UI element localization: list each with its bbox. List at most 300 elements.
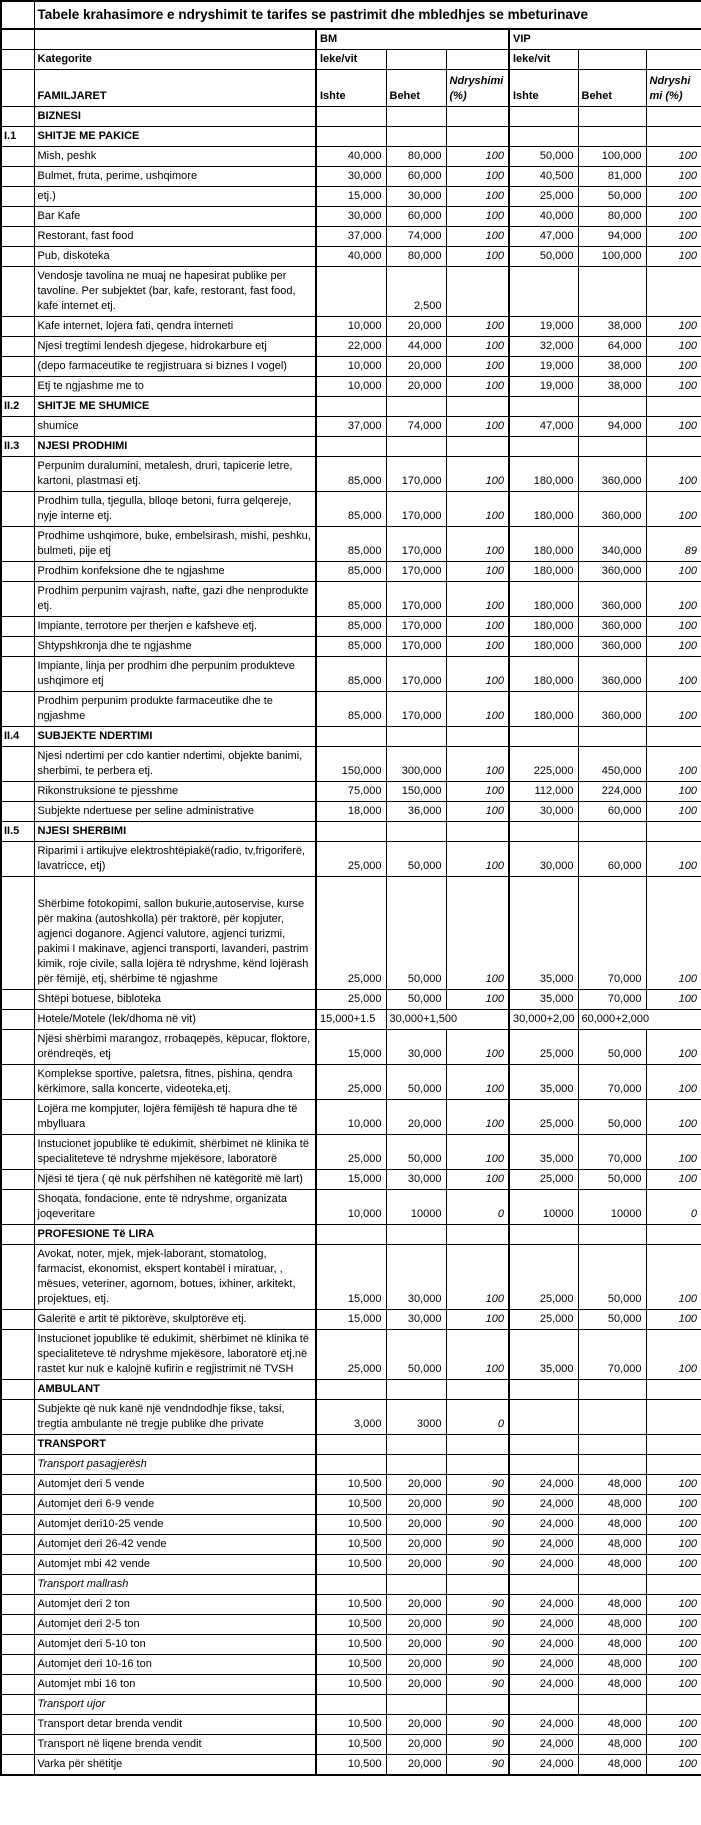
vip-ndryshimi-cell: 100 — [646, 1310, 701, 1330]
bm-behet-cell — [386, 127, 446, 147]
vip-behet-cell: 50,000 — [578, 1245, 646, 1310]
row-number-cell — [1, 1065, 34, 1100]
row-number-cell — [1, 692, 34, 727]
bm-ndryshimi-cell: 100 — [446, 990, 509, 1010]
bm-behet-cell — [386, 1455, 446, 1475]
bm-ishte-cell: 85,000 — [316, 562, 386, 582]
vip-ndryshimi-cell: 100 — [646, 492, 701, 527]
table-row — [1, 357, 701, 377]
vip-ndryshimi-cell: 100 — [646, 207, 701, 227]
vip-behet-cell: 70,000 — [578, 990, 646, 1010]
row-number-cell — [1, 1595, 34, 1615]
row-number-cell — [1, 1575, 34, 1595]
vip-behet-cell: 100,000 — [578, 147, 646, 167]
empty-cell — [578, 50, 646, 70]
bm-ndryshimi-cell: 90 — [446, 1555, 509, 1575]
table-row — [1, 1555, 701, 1575]
vip-ishte-cell: 180,000 — [509, 527, 578, 562]
bm-behet-cell: 20,000 — [386, 357, 446, 377]
vip-ndryshimi-cell: 100 — [646, 247, 701, 267]
table-row — [1, 127, 701, 147]
table-row — [1, 1515, 701, 1535]
row-number-cell — [1, 1225, 34, 1245]
bm-ndryshimi-cell: 100 — [446, 377, 509, 397]
bm-ishte-cell: 10,500 — [316, 1515, 386, 1535]
row-number-cell — [1, 227, 34, 247]
bm-ndryshimi-cell: 100 — [446, 1330, 509, 1380]
bm-behet-cell: 170,000 — [386, 637, 446, 657]
vip-ndryshimi-cell — [646, 1225, 701, 1245]
table-row — [1, 1535, 701, 1555]
bm-behet-cell — [386, 437, 446, 457]
category-label-cell: Prodhim konfeksione dhe te ngjashme — [34, 562, 316, 582]
table-row — [1, 1100, 701, 1135]
bm-behet-cell: 44,000 — [386, 337, 446, 357]
vip-ishte-cell: 35,000 — [509, 990, 578, 1010]
category-label-cell: Restorant, fast food — [34, 227, 316, 247]
vip-ndryshimi-cell: 89 — [646, 527, 701, 562]
bm-behet-cell: 20,000 — [386, 1715, 446, 1735]
bm-ndryshimi-cell — [446, 437, 509, 457]
row-number-cell — [1, 457, 34, 492]
bm-ishte-cell: 10,500 — [316, 1655, 386, 1675]
category-label-cell: Prodhim tulla, tjegulla, blloqe betoni, furra gelqereje, nyje interne etj. — [34, 492, 316, 527]
unit-header-row — [1, 50, 701, 70]
table-row — [1, 1675, 701, 1695]
row-number-cell — [1, 1555, 34, 1575]
empty-cell — [1, 50, 34, 70]
header-ndryshimi-vip: Ndryshimi (%) — [646, 70, 701, 107]
bm-behet-cell: 30,000 — [386, 1170, 446, 1190]
vip-ndryshimi-cell: 100 — [646, 167, 701, 187]
bm-ndryshimi-cell: 100 — [446, 167, 509, 187]
category-label-cell: Automjet deri 10-16 ton — [34, 1655, 316, 1675]
category-label-cell: Shoqata, fondacione, ente të ndryshme, organizata joqeveritare — [34, 1190, 316, 1225]
category-label-cell: BIZNESI — [34, 107, 316, 127]
vip-ndryshimi-cell: 100 — [646, 457, 701, 492]
bm-ishte-cell: 25,000 — [316, 1065, 386, 1100]
vip-ndryshimi-cell: 100 — [646, 1675, 701, 1695]
vip-behet-cell: 38,000 — [578, 357, 646, 377]
row-number-cell — [1, 1380, 34, 1400]
table-row — [1, 397, 701, 417]
empty-cell — [1, 70, 34, 107]
row-number-cell — [1, 492, 34, 527]
vip-behet-cell — [578, 1455, 646, 1475]
bm-ndryshimi-cell: 90 — [446, 1675, 509, 1695]
row-number-cell — [1, 417, 34, 437]
vip-ishte-cell — [509, 437, 578, 457]
bm-ishte-cell: 10,000 — [316, 317, 386, 337]
category-label-cell: Njësi shërbimi marangoz, rrobaqepës, këpucar, floktore, orëndreqës, etj — [34, 1030, 316, 1065]
bm-behet-cell: 50,000 — [386, 990, 446, 1010]
bm-behet-cell: 80,000 — [386, 147, 446, 167]
bm-ndryshimi-cell: 100 — [446, 877, 509, 990]
row-number-cell — [1, 1100, 34, 1135]
vip-ndryshimi-cell: 100 — [646, 1595, 701, 1615]
table-row — [1, 317, 701, 337]
bm-ndryshimi-cell: 100 — [446, 1030, 509, 1065]
vip-ndryshimi-cell: 100 — [646, 582, 701, 617]
vip-ishte-cell: 24,000 — [509, 1715, 578, 1735]
vip-behet-cell: 94,000 — [578, 227, 646, 247]
row-number-cell — [1, 802, 34, 822]
bm-ndryshimi-cell: 100 — [446, 527, 509, 562]
bm-behet-cell: 50,000 — [386, 1065, 446, 1100]
row-number-cell — [1, 1010, 34, 1030]
bm-ndryshimi-cell: 100 — [446, 417, 509, 437]
vip-ndryshimi-cell: 100 — [646, 990, 701, 1010]
row-number-cell — [1, 657, 34, 692]
bm-behet-cell — [386, 727, 446, 747]
category-label-cell: Galeritë e artit të piktorëve, skulptorëve etj. — [34, 1310, 316, 1330]
bm-ishte-cell: 15,000 — [316, 1170, 386, 1190]
vip-behet-cell: 360,000 — [578, 617, 646, 637]
vip-ishte-cell: 24,000 — [509, 1635, 578, 1655]
vip-ishte-cell: 24,000 — [509, 1655, 578, 1675]
category-label-cell: Njesi tregtimi lendesh djegese, hidrokarbure etj — [34, 337, 316, 357]
vip-ishte-cell: 25,000 — [509, 1310, 578, 1330]
bm-ishte-cell: 10,500 — [316, 1535, 386, 1555]
bm-ndryshimi-cell: 100 — [446, 147, 509, 167]
vip-ndryshimi-cell: 100 — [646, 1715, 701, 1735]
vip-behet-cell: 50,000 — [578, 1100, 646, 1135]
vip-ndryshimi-cell — [646, 437, 701, 457]
bm-ndryshimi-cell: 100 — [446, 617, 509, 637]
vip-behet-cell — [578, 1400, 646, 1435]
vip-ndryshimi-cell: 100 — [646, 1475, 701, 1495]
bm-ishte-cell: 18,000 — [316, 802, 386, 822]
vip-ndryshimi-cell: 100 — [646, 657, 701, 692]
vip-behet-cell: 360,000 — [578, 657, 646, 692]
vip-ndryshimi-cell: 100 — [646, 877, 701, 990]
bm-behet-cell: 80,000 — [386, 247, 446, 267]
bm-ishte-cell: 10,500 — [316, 1555, 386, 1575]
vip-behet-cell: 70,000 — [578, 877, 646, 990]
vip-behet-cell: 70,000 — [578, 1330, 646, 1380]
vip-ndryshimi-cell: 100 — [646, 1735, 701, 1755]
row-number-cell — [1, 1695, 34, 1715]
bm-ndryshimi-cell: 90 — [446, 1655, 509, 1675]
table-row — [1, 637, 701, 657]
vip-ndryshimi-cell: 100 — [646, 617, 701, 637]
vip-behet-cell: 81,000 — [578, 167, 646, 187]
table-row — [1, 1030, 701, 1065]
row-number-cell — [1, 1245, 34, 1310]
vip-ndryshimi-cell: 100 — [646, 1065, 701, 1100]
bm-behet-cell: 20,000 — [386, 1615, 446, 1635]
bm-behet-cell: 3000 — [386, 1400, 446, 1435]
row-number-cell: II.2 — [1, 397, 34, 417]
group-header-vip: VIP — [509, 29, 701, 50]
bm-ishte-cell — [316, 1575, 386, 1595]
category-label-cell: Automjet deri 2 ton — [34, 1595, 316, 1615]
bm-ishte-cell — [316, 1225, 386, 1245]
bm-ndryshimi-cell: 100 — [446, 747, 509, 782]
bm-behet-cell — [386, 1225, 446, 1245]
bm-ishte-cell: 75,000 — [316, 782, 386, 802]
table-row — [1, 727, 701, 747]
vip-ndryshimi-cell: 100 — [646, 562, 701, 582]
table-row — [1, 1735, 701, 1755]
row-number-cell — [1, 1515, 34, 1535]
vip-behet-cell: 48,000 — [578, 1555, 646, 1575]
category-label-cell: Mish, peshk — [34, 147, 316, 167]
bm-ishte-cell: 25,000 — [316, 990, 386, 1010]
vip-ndryshimi-cell: 100 — [646, 1655, 701, 1675]
row-number-cell — [1, 377, 34, 397]
bm-ishte-cell: 15,000+1.5 — [316, 1010, 386, 1030]
table-row — [1, 1330, 701, 1380]
bm-ndryshimi-cell: 100 — [446, 357, 509, 377]
table-row — [1, 417, 701, 437]
bm-ishte-cell: 10,000 — [316, 377, 386, 397]
bm-ndryshimi-cell: 100 — [446, 187, 509, 207]
vip-ndryshimi-cell — [646, 127, 701, 147]
bm-ndryshimi-cell — [446, 1380, 509, 1400]
vip-ishte-cell: 19,000 — [509, 357, 578, 377]
vip-ndryshimi-cell: 100 — [646, 317, 701, 337]
table-row — [1, 1655, 701, 1675]
bm-behet-cell: 60,000 — [386, 207, 446, 227]
header-unit-vip: leke/vit — [509, 50, 578, 70]
row-number-cell — [1, 877, 34, 990]
vip-behet-cell: 360,000 — [578, 492, 646, 527]
bm-behet-cell: 170,000 — [386, 562, 446, 582]
table-row — [1, 747, 701, 782]
bm-ishte-cell: 22,000 — [316, 337, 386, 357]
row-number-cell — [1, 1475, 34, 1495]
vip-behet-cell: 48,000 — [578, 1735, 646, 1755]
vip-ndryshimi-cell: 100 — [646, 377, 701, 397]
bm-ishte-cell: 10,000 — [316, 1100, 386, 1135]
vip-behet-cell: 48,000 — [578, 1675, 646, 1695]
vip-behet-cell: 70,000 — [578, 1065, 646, 1100]
category-label-cell: Lojëra me kompjuter, lojëra fëmijësh të hapura dhe të mbylluara — [34, 1100, 316, 1135]
bm-behet-cell — [386, 107, 446, 127]
vip-ndryshimi-cell — [646, 397, 701, 417]
bm-behet-cell: 74,000 — [386, 417, 446, 437]
vip-ishte-cell: 47,000 — [509, 417, 578, 437]
vip-ishte-cell: 225,000 — [509, 747, 578, 782]
bm-ishte-cell: 85,000 — [316, 657, 386, 692]
row-number-cell — [1, 990, 34, 1010]
category-label-cell: Njësi të tjera ( që nuk përfshihen në katëgoritë më lart) — [34, 1170, 316, 1190]
bm-ndryshimi-cell: 90 — [446, 1715, 509, 1735]
table-row — [1, 877, 701, 990]
bm-ndryshimi-cell — [446, 1435, 509, 1455]
vip-behet-cell — [578, 822, 646, 842]
header-ndryshimi-bm: Ndryshimi (%) — [446, 70, 509, 107]
bm-ndryshimi-cell: 100 — [446, 562, 509, 582]
vip-behet-cell — [578, 267, 646, 317]
bm-ishte-cell: 37,000 — [316, 417, 386, 437]
vip-ndryshimi-cell: 100 — [646, 227, 701, 247]
bm-ishte-cell — [316, 1380, 386, 1400]
vip-behet-cell — [578, 437, 646, 457]
vip-behet-cell: 48,000 — [578, 1475, 646, 1495]
table-row — [1, 527, 701, 562]
table-row — [1, 247, 701, 267]
empty-cell — [446, 50, 509, 70]
table-row — [1, 990, 701, 1010]
vip-ishte-cell: 50,000 — [509, 247, 578, 267]
row-number-cell — [1, 637, 34, 657]
row-number-cell — [1, 562, 34, 582]
bm-ndryshimi-cell: 100 — [446, 582, 509, 617]
vip-ndryshimi-cell — [646, 267, 701, 317]
category-label-cell: etj.) — [34, 187, 316, 207]
row-number-cell — [1, 1170, 34, 1190]
category-label-cell: Automjet deri 5 vende — [34, 1475, 316, 1495]
bm-ishte-cell — [316, 127, 386, 147]
category-label-cell: Automjet deri 2-5 ton — [34, 1615, 316, 1635]
row-number-cell — [1, 1495, 34, 1515]
row-number-cell — [1, 582, 34, 617]
row-number-cell: II.5 — [1, 822, 34, 842]
bm-ndryshimi-cell: 100 — [446, 337, 509, 357]
row-number-cell — [1, 317, 34, 337]
bm-behet-cell: 20,000 — [386, 1755, 446, 1776]
row-number-cell — [1, 1755, 34, 1776]
vip-ishte-cell — [509, 1575, 578, 1595]
row-number-cell — [1, 1330, 34, 1380]
category-label-cell: Bar Kafe — [34, 207, 316, 227]
bm-ishte-cell: 25,000 — [316, 1135, 386, 1170]
vip-behet-cell: 50,000 — [578, 187, 646, 207]
vip-behet-cell: 10000 — [578, 1190, 646, 1225]
category-label-cell: Transport mallrash — [34, 1575, 316, 1595]
vip-ishte-cell — [509, 107, 578, 127]
row-number-cell — [1, 1400, 34, 1435]
bm-behet-cell: 60,000 — [386, 167, 446, 187]
table-row — [1, 1400, 701, 1435]
bm-ndryshimi-cell: 0 — [446, 1400, 509, 1435]
category-label-cell: SHITJE ME SHUMICE — [34, 397, 316, 417]
table-row — [1, 617, 701, 637]
bm-ishte-cell: 85,000 — [316, 582, 386, 617]
bm-ishte-cell — [316, 437, 386, 457]
vip-ishte-cell: 35,000 — [509, 877, 578, 990]
vip-ishte-cell: 180,000 — [509, 492, 578, 527]
vip-ndryshimi-cell — [646, 107, 701, 127]
vip-ndryshimi-cell: 100 — [646, 637, 701, 657]
bm-ishte-cell: 30,000 — [316, 167, 386, 187]
bm-ndryshimi-cell: 100 — [446, 782, 509, 802]
bm-behet-cell: 36,000 — [386, 802, 446, 822]
bm-ishte-cell: 150,000 — [316, 747, 386, 782]
table-row — [1, 782, 701, 802]
bm-ishte-cell — [316, 397, 386, 417]
vip-ndryshimi-cell — [646, 1380, 701, 1400]
bm-ishte-cell — [316, 1695, 386, 1715]
vip-behet-cell: 48,000 — [578, 1535, 646, 1555]
vip-ishte-cell: 180,000 — [509, 582, 578, 617]
vip-behet-cell: 48,000 — [578, 1755, 646, 1776]
vip-behet-cell: 94,000 — [578, 417, 646, 437]
bm-behet-cell: 50,000 — [386, 1330, 446, 1380]
vip-behet-cell: 60,000 — [578, 842, 646, 877]
bm-ndryshimi-cell: 100 — [446, 637, 509, 657]
table-row — [1, 1010, 701, 1030]
vip-ishte-cell: 180,000 — [509, 617, 578, 637]
row-number-cell: II.4 — [1, 727, 34, 747]
vip-ishte-cell: 32,000 — [509, 337, 578, 357]
bm-ishte-cell: 10,500 — [316, 1675, 386, 1695]
bm-behet-cell: 20,000 — [386, 377, 446, 397]
bm-ndryshimi-cell: 90 — [446, 1595, 509, 1615]
vip-ndryshimi-cell: 100 — [646, 417, 701, 437]
vip-ndryshimi-cell: 100 — [646, 802, 701, 822]
vip-ndryshimi-cell: 100 — [646, 1245, 701, 1310]
bm-behet-cell: 10000 — [386, 1190, 446, 1225]
bm-behet-cell: 30,000 — [386, 1245, 446, 1310]
row-number-cell — [1, 1735, 34, 1755]
vip-behet-cell: 38,000 — [578, 377, 646, 397]
category-label-cell: Automjet deri 5-10 ton — [34, 1635, 316, 1655]
category-label-cell: Transport ujor — [34, 1695, 316, 1715]
bm-ndryshimi-cell: 100 — [446, 657, 509, 692]
vip-behet-cell: 48,000 — [578, 1655, 646, 1675]
table-row — [1, 147, 701, 167]
row-number-cell — [1, 337, 34, 357]
bm-behet-cell: 20,000 — [386, 1100, 446, 1135]
bm-ndryshimi-cell: 90 — [446, 1615, 509, 1635]
header-familjaret: FAMILJARET — [34, 70, 316, 107]
header-behet-bm: Behet — [386, 70, 446, 107]
bm-ishte-cell: 10,000 — [316, 1190, 386, 1225]
bm-ndryshimi-cell: 100 — [446, 457, 509, 492]
vip-ishte-cell: 25,000 — [509, 1100, 578, 1135]
bm-ishte-cell: 10,000 — [316, 357, 386, 377]
vip-ishte-cell — [509, 1455, 578, 1475]
vip-ndryshimi-cell — [646, 1435, 701, 1455]
vip-behet-cell: 50,000 — [578, 1170, 646, 1190]
bm-ndryshimi-cell: 100 — [446, 1100, 509, 1135]
vip-ndryshimi-cell — [646, 727, 701, 747]
vip-ishte-cell: 30,000 — [509, 802, 578, 822]
row-number-cell — [1, 1310, 34, 1330]
bm-ndryshimi-cell: 100 — [446, 692, 509, 727]
empty-cell — [646, 50, 701, 70]
bm-ndryshimi-cell — [446, 127, 509, 147]
bm-ishte-cell: 85,000 — [316, 457, 386, 492]
vip-ndryshimi-cell: 100 — [646, 747, 701, 782]
vip-behet-cell — [578, 1380, 646, 1400]
vip-ishte-cell: 25,000 — [509, 187, 578, 207]
vip-behet-cell: 60,000+2,000 — [578, 1010, 701, 1030]
vip-behet-cell — [578, 397, 646, 417]
vip-behet-cell: 64,000 — [578, 337, 646, 357]
vip-ishte-cell: 25,000 — [509, 1170, 578, 1190]
empty-cell — [386, 50, 446, 70]
category-label-cell: Bulmet, fruta, perime, ushqimore — [34, 167, 316, 187]
category-label-cell: NJESI SHERBIMI — [34, 822, 316, 842]
bm-ishte-cell: 10,500 — [316, 1615, 386, 1635]
row-number-cell — [1, 617, 34, 637]
bm-behet-cell: 20,000 — [386, 317, 446, 337]
vip-ishte-cell: 19,000 — [509, 317, 578, 337]
vip-ishte-cell: 24,000 — [509, 1515, 578, 1535]
category-label-cell: Prodhim perpunim produkte farmaceutike dhe te ngjashme — [34, 692, 316, 727]
vip-behet-cell: 100,000 — [578, 247, 646, 267]
row-number-cell — [1, 842, 34, 877]
bm-behet-cell: 170,000 — [386, 582, 446, 617]
title-spacer-cell — [1, 1, 34, 29]
bm-behet-cell — [386, 1435, 446, 1455]
row-number-cell — [1, 1190, 34, 1225]
category-label-cell: Rikonstruksione te pjesshme — [34, 782, 316, 802]
